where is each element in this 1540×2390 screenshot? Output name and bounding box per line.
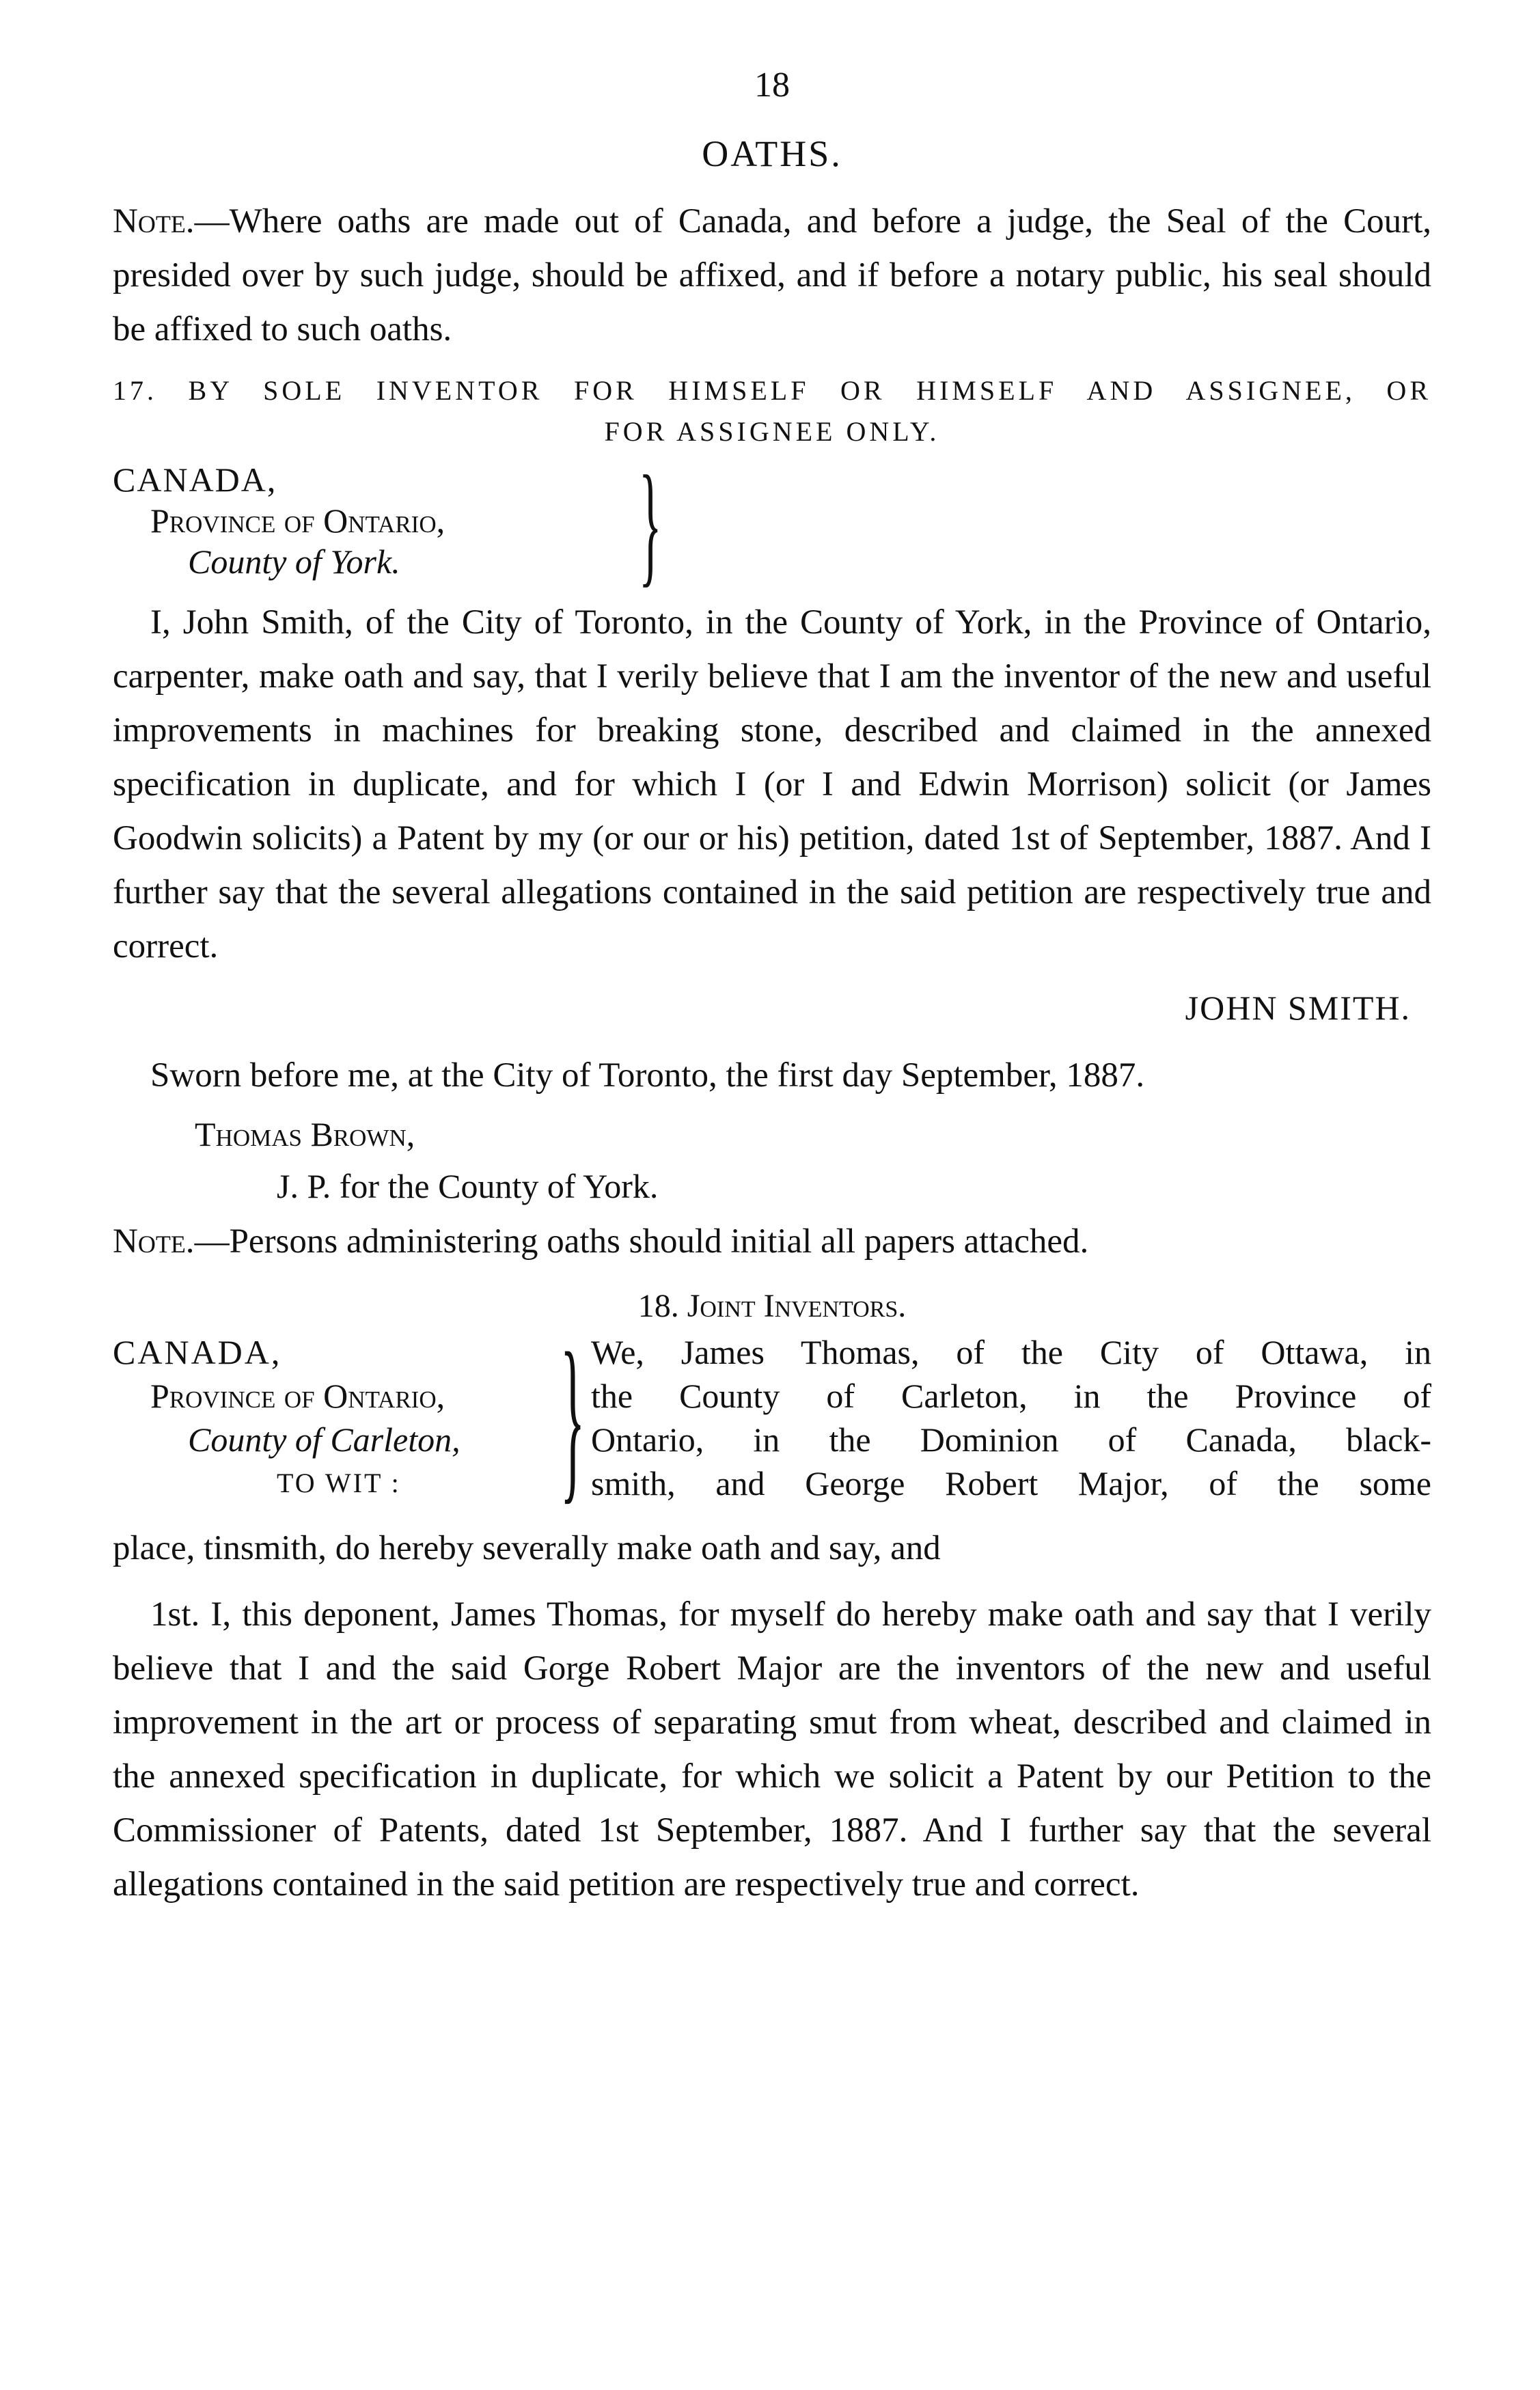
venue-18-county: County of Carleton, [188, 1420, 460, 1459]
venue-block-17 [113, 448, 1431, 599]
section-18-heading [113, 1282, 1431, 1330]
note-text: —Where oaths are made out of Canada, and before a judge, the Seal of the Court, presided over by such judge, should be affixed, and if before a notary public, his seal should be affixed to such oaths. [113, 202, 1431, 348]
section-17-heading-line1: BY SOLE INVENTOR FOR HIMSELF OR HIMSELF AND ASSIGNEE, OR [188, 375, 1431, 406]
sworn-statement: Sworn before me, at the City of Toronto, the first day September, 1887. [150, 1056, 1145, 1095]
page-title: OATHS. [702, 133, 842, 174]
joint-line: Ontario, in the Dominion of Canada, black- [591, 1420, 1431, 1459]
joint-line: We, James Thomas, of the City of Ottawa, in [591, 1333, 1431, 1371]
note-label: Note. [113, 202, 195, 241]
venue-18-country: CANADA, [113, 1333, 282, 1371]
venue-county: County of York. [188, 542, 400, 581]
justice-name: Thomas Brown, [195, 1115, 415, 1153]
section-17-number: 17. [113, 375, 157, 406]
section-18-number: 18. [637, 1288, 679, 1324]
venue-block-18 [113, 1315, 1431, 1522]
page [113, 65, 1431, 1912]
right-brace-icon: } [639, 448, 662, 599]
page-number: 18 [754, 66, 790, 105]
note-paragraph [113, 195, 1431, 357]
signature-john-smith: JOHN SMITH. [1185, 989, 1411, 1027]
venue-country: CANADA, [113, 461, 277, 499]
venue-18-to-wit: TO WIT : [277, 1468, 401, 1498]
section-17-heading-line2: FOR ASSIGNEE ONLY. [604, 416, 940, 447]
justice-title: J. P. for the County of York. [277, 1167, 659, 1205]
note-2-paragraph [113, 1215, 1431, 1269]
joint-continuation: place, tinsmith, do hereby severally make oath and say, and [113, 1529, 941, 1567]
joint-inventors-intro [591, 1330, 1431, 1505]
venue-province: Province of Ontario, [150, 502, 445, 540]
joint-line: smith, and George Robert Major, of the some [591, 1464, 1431, 1502]
venue-18-province: Province of Ontario, [150, 1377, 445, 1415]
note-2-label: Note. [113, 1222, 195, 1261]
venue-18-left [113, 1330, 550, 1505]
note-2-text: —Persons administering oaths should initial all papers attached. [194, 1222, 1089, 1261]
affidavit-17: I, John Smith, of the City of Toronto, in the County of York, in the Province of Ontario, carpenter, make oath and say, that I verily believe that I am the inventor of the new and useful improvements in machines for breaking stone, described and claimed in the annexed specification in duplicate, and for which I (or I and Edwin Morrison) solicit (or James Goodwin solicits) a Patent by my (or our or his) petition, dated 1st of September, 1887. And I further say that the several allegations contained in the said petition are respectively true and correct. [113, 603, 1431, 965]
first-deponent-paragraph: 1st. I, this deponent, James Thomas, for myself do hereby make oath and say that I verily believe that I and the said Gorge Robert Major are the inventors of the new and useful improvement in the art or process of separating smut from wheat, described and claimed in the annexed specification in duplicate, for which we solicit a Patent by our Petition to the Commissioner of Patents, dated 1st September, 1887. And I further say that the several allegations contained in the said petition are respectively true and correct. [113, 1595, 1431, 1904]
section-17-heading [113, 370, 1431, 411]
section-18-title: Joint Inventors. [687, 1288, 907, 1324]
right-brace-icon: } [560, 1315, 586, 1520]
joint-line: the County of Carleton, in the Province of [591, 1377, 1431, 1415]
